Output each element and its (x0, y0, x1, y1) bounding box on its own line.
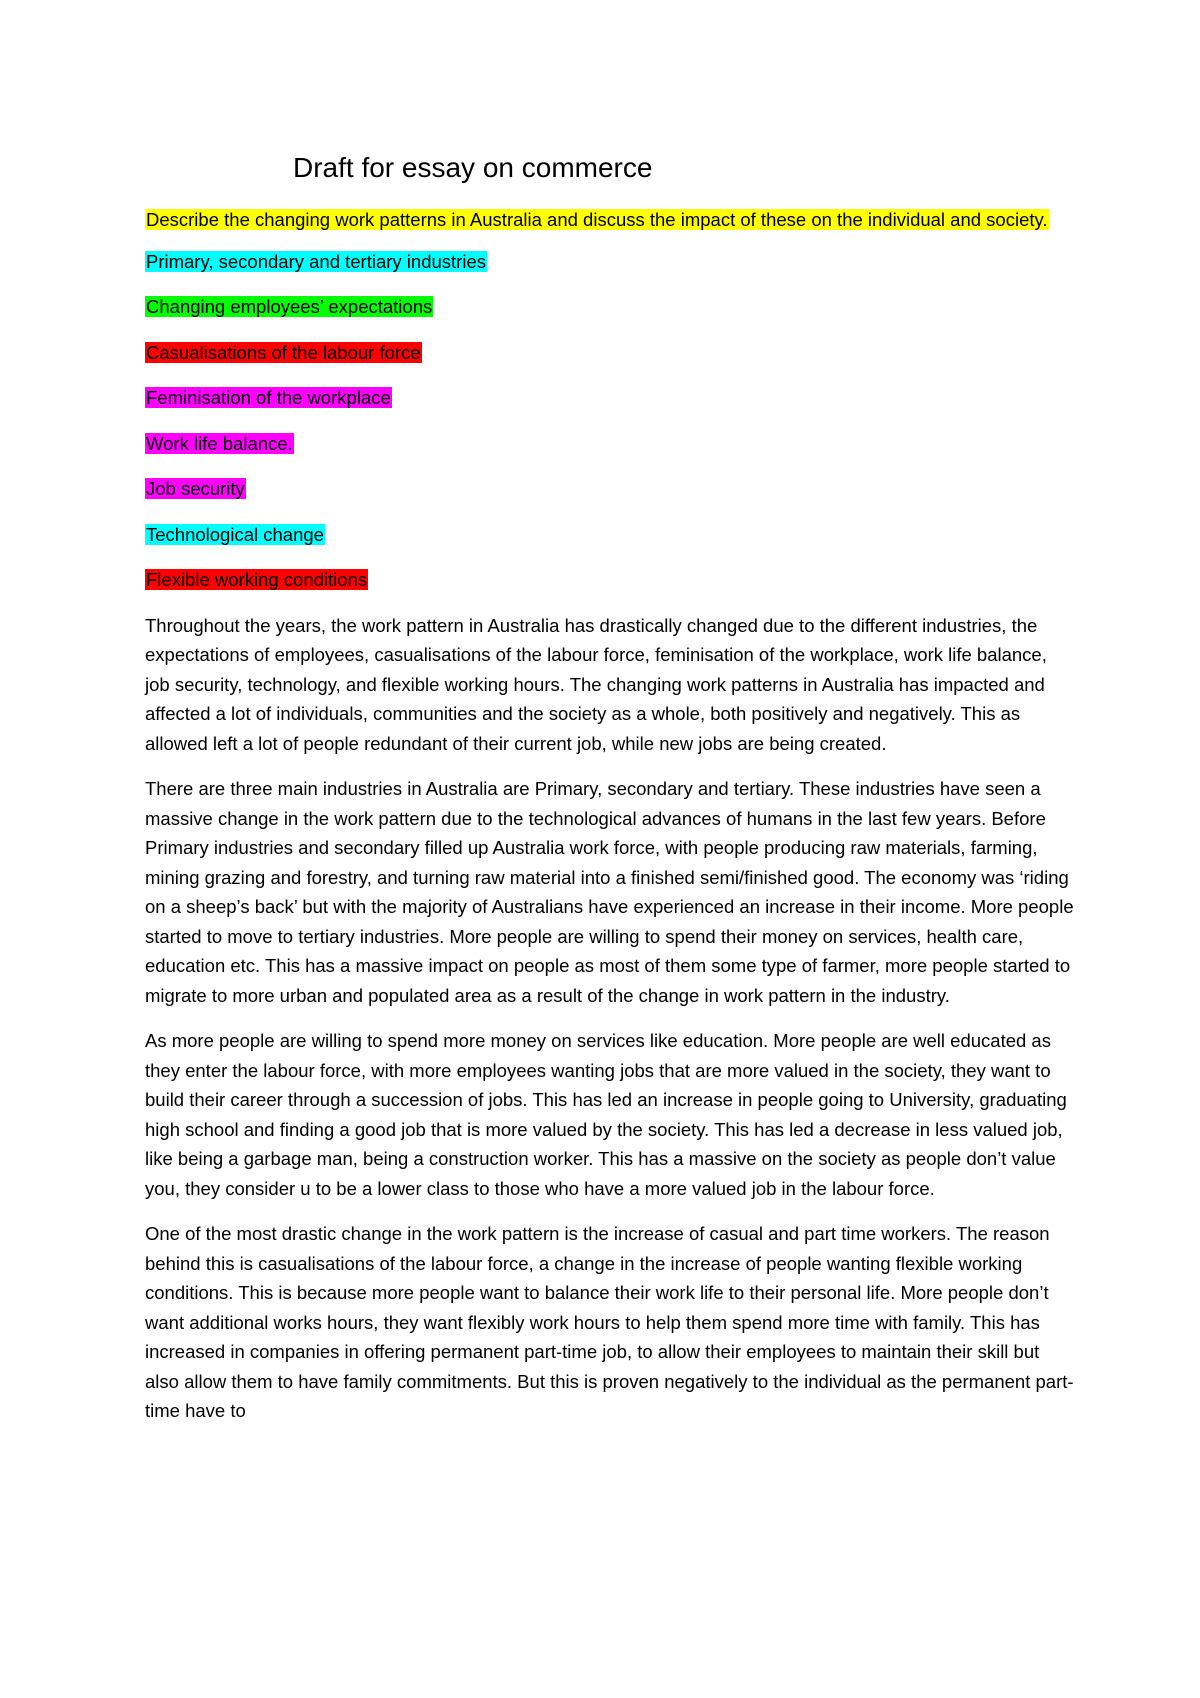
topic-item (145, 565, 1075, 595)
essay-question (145, 205, 1075, 235)
topic-item (145, 520, 1075, 550)
topic-list (145, 247, 1075, 596)
body-paragraph: Throughout the years, the work pattern in Australia has drastically changed due to the different industries, the expectations of employees, casualisations of the labour force, feminisation of the workplace, work life balance, job security, technology, and flexible working hours. The changing work patterns in Australia has impacted and affected a lot of individuals, communities and the society as a whole, both positively and negatively. This as allowed left a lot of people redundant of their current job, while new jobs are being created. (145, 614, 1047, 754)
topic-label: Casualisations of the labour force (146, 341, 421, 363)
body-paragraph: As more people are willing to spend more money on services like education. More people are well educated as they enter the labour force, with more employees wanting jobs that are more valued in the society, they want to build their career through a succession of jobs. This has led an increase in people going to University, graduating high school and finding a good job that is more valued by the society. This has led a decrease in less valued job, like being a garbage man, being a construction worker. This has a massive on the society as people don’t value you, they consider u to be a lower class to those who have a more valued job in the labour force. (145, 1030, 1067, 1199)
topic-label: Flexible working conditions (146, 569, 368, 590)
essay-question-text: Describe the changing work patterns in Australia and discuss the impact of these on the individual and society. (146, 209, 1048, 230)
document-title: Draft for essay on commerce (293, 152, 653, 183)
topic-item (145, 474, 1075, 504)
topic-label: Changing employees’ expectations (146, 296, 433, 317)
topic-label: Technological change (146, 523, 324, 545)
topic-label: Work life balance. (146, 432, 293, 454)
topic-item (145, 338, 1075, 368)
topic-item (145, 247, 1075, 277)
body-paragraph: One of the most drastic change in the work pattern is the increase of casual and part time workers. The reason behind this is casualisations of the labour force, a change in the increase of people wanting flexible working conditions. This is because more people want to balance their work life to their personal life. More people don’t want additional works hours, they want flexibly work hours to help them spend more time with family. This has increased in companies in offering permanent part-time job, to allow their employees to maintain their skill but also allow them to have family commitments. But this is proven negatively to the individual as the permanent part-time have to (145, 1223, 1074, 1421)
topic-item (145, 383, 1075, 413)
topic-label: Job security (146, 478, 245, 499)
body-paragraph: There are three main industries in Australia are Primary, secondary and tertiary. These industries have seen a massive change in the work pattern due to the technological advances of humans in the last few years. Before Primary industries and secondary filled up Australia work force, with people producing raw materials, farming, mining grazing and forestry, and turning raw material into a finished semi/finished good. The economy was ‘riding on a sheep’s back’ but with the majority of Australians have experienced an increase in their income. More people started to move to tertiary industries. More people are willing to spend their money on services, health care, education etc. This has a massive impact on people as most of them some type of farmer, more people started to migrate to more urban and populated area as a result of the change in work pattern in the industry. (145, 778, 1074, 1006)
document-content (145, 205, 1075, 1442)
topic-label: Feminisation of the workplace (146, 387, 391, 408)
topic-item (145, 292, 1075, 322)
topic-item (145, 429, 1075, 459)
topic-label: Primary, secondary and tertiary industries (146, 250, 486, 272)
